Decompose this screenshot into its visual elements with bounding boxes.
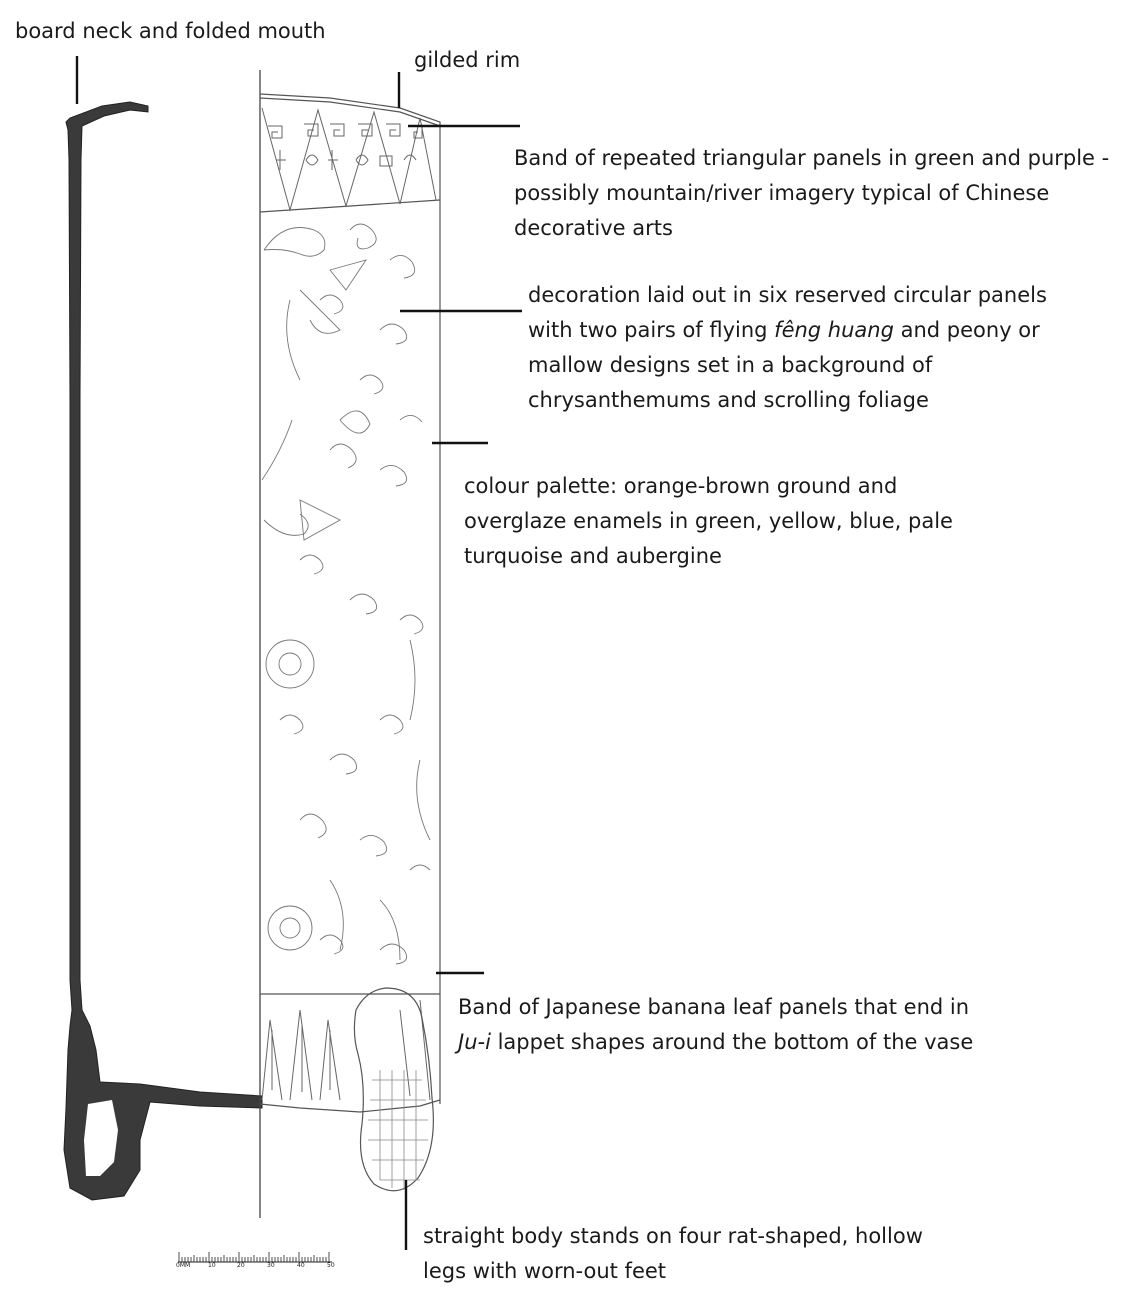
label-neck-line: board neck and folded mouth — [15, 19, 326, 43]
scale-label-0: 0MM — [176, 1262, 191, 1269]
rat-leg-fur — [368, 1070, 428, 1190]
label-palette-line-1: colour palette: orange-brown ground and — [464, 474, 898, 498]
banana-leaf-band — [262, 1000, 430, 1100]
rat-shaped-leg — [354, 988, 433, 1191]
label-palette — [464, 469, 953, 574]
leader-lines — [77, 56, 522, 1250]
scroll-foliage-field — [262, 224, 430, 964]
label-top-band — [514, 141, 1109, 246]
scale-bar — [178, 1252, 332, 1262]
label-panels-feng-huang: fêng huang — [774, 318, 894, 342]
triangle-motifs — [276, 150, 416, 170]
foliage-scrolls — [280, 224, 430, 964]
body-top-band-bottom — [260, 200, 440, 212]
meander-row — [268, 124, 422, 138]
label-top-band-line-3: decorative arts — [514, 216, 673, 240]
label-bottom-band-ju-i: Ju-i — [458, 1030, 491, 1054]
label-panels-line-2-pre: with two pairs of flying — [528, 318, 775, 342]
vase-body-elevation — [260, 94, 440, 1112]
triangle-panels-row — [262, 108, 436, 210]
label-neck — [15, 14, 326, 49]
label-rim — [414, 43, 520, 78]
phoenix-lower — [262, 420, 340, 540]
label-feet-line-2: legs with worn-out feet — [423, 1259, 667, 1283]
label-top-band-line-1: Band of repeated triangular panels in green and purple - — [514, 146, 1110, 170]
chrysanthemum-lower-centre — [280, 918, 300, 938]
section-wall — [64, 102, 262, 1200]
label-top-band-line-2: possibly mountain/river imagery typical of Chinese — [514, 181, 1050, 205]
chrysanthemum-upper — [266, 640, 314, 688]
label-bottom-band-line-1: Band of Japanese banana leaf panels that end in — [458, 995, 970, 1019]
label-feet-line-1: straight body stands on four rat-shaped, hollow — [423, 1224, 923, 1248]
label-panels-line-4: chrysanthemums and scrolling foliage — [528, 388, 929, 412]
scale-label-20: 20 — [237, 1262, 245, 1269]
chrysanthemum-lower — [268, 906, 312, 950]
chrysanthemum-upper-centre — [279, 653, 301, 675]
label-rim-line: gilded rim — [414, 48, 521, 72]
rim-outline — [260, 94, 440, 126]
label-panels-line-2-post: and peony or — [893, 318, 1040, 342]
label-bottom-band-line-2-post: lappet shapes around the bottom of the vase — [490, 1030, 974, 1054]
top-triangle-band — [262, 108, 436, 210]
label-bottom-band — [458, 990, 973, 1060]
scale-bar-ticks — [179, 1252, 329, 1262]
label-panels — [528, 278, 1047, 418]
label-bottom-band-line-2 — [458, 1025, 973, 1060]
scale-label-10: 10 — [208, 1262, 216, 1269]
scale-label-50: 50 — [327, 1262, 335, 1269]
label-panels-line-2 — [528, 313, 1047, 348]
label-feet — [423, 1219, 923, 1289]
label-palette-line-2: overglaze enamels in green, yellow, blue, pale — [464, 509, 953, 533]
label-palette-line-3: turquoise and aubergine — [464, 544, 722, 568]
phoenix-upper — [264, 228, 366, 381]
body-base-outline — [260, 1100, 440, 1112]
scale-label-40: 40 — [297, 1262, 305, 1269]
scale-label-30: 30 — [267, 1262, 275, 1269]
banana-leaf-panels — [262, 1000, 430, 1100]
foliage-leaves — [330, 411, 430, 960]
label-panels-line-3: mallow designs set in a background of — [528, 353, 933, 377]
vase-section-profile — [64, 102, 262, 1200]
label-panels-line-1: decoration laid out in six reserved circular panels — [528, 283, 1047, 307]
scale-bar-labels — [176, 1262, 336, 1272]
